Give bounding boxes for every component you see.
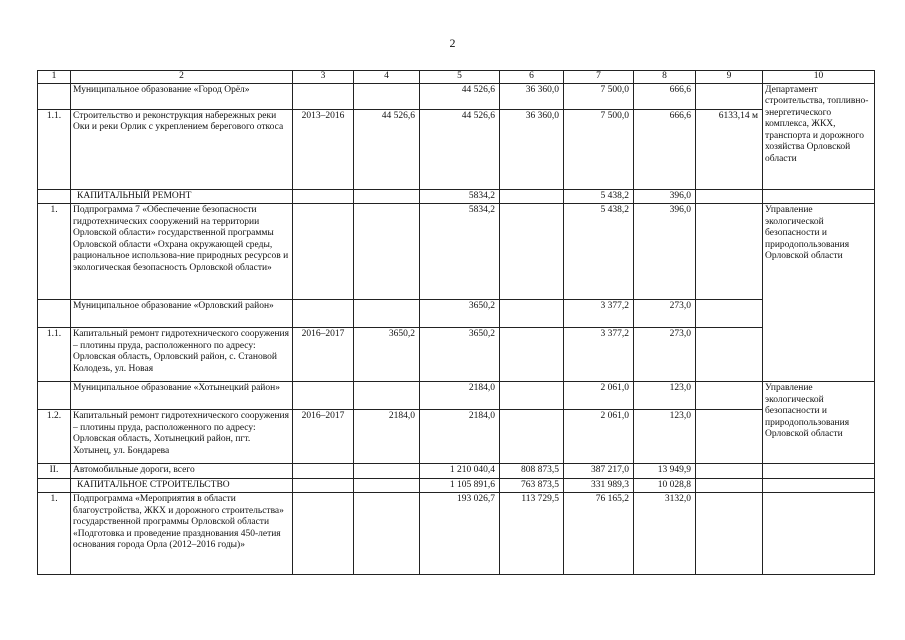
table-row: [38, 382, 875, 410]
table-row: [38, 493, 875, 575]
row-number: 1.1.: [38, 328, 71, 382]
federal-cell: [500, 189, 564, 204]
header-cell: 4: [354, 71, 420, 84]
row-number: [38, 382, 71, 410]
header-cell: 7: [564, 71, 634, 84]
page-number: 2: [449, 36, 456, 50]
municipal-cell: 666,6: [634, 109, 696, 189]
cost-cell: [354, 300, 420, 328]
federal-cell: [500, 204, 564, 300]
table-row: [38, 109, 875, 189]
capacity-cell: [696, 189, 763, 204]
capacity-cell: 6133,14 м: [696, 109, 763, 189]
cost-cell: 2184,0: [354, 410, 420, 464]
table-row: [38, 189, 875, 204]
row-number: 1.2.: [38, 410, 71, 464]
period-cell: 2016–2017: [293, 328, 354, 382]
budget-table: [37, 70, 875, 575]
capacity-cell: [696, 464, 763, 479]
federal-cell: [500, 382, 564, 410]
table-row: [38, 410, 875, 464]
responsible-cell: Департамент строительства, топливно-энергетического комплекса, ЖКХ, транспорта и дорожного хозяйства Орловской области: [763, 83, 875, 189]
federal-cell: 36 360,0: [500, 83, 564, 109]
table-row: [38, 464, 875, 479]
row-number: [38, 83, 71, 109]
federal-cell: 808 873,5: [500, 464, 564, 479]
regional-cell: 387 217,0: [564, 464, 634, 479]
municipal-cell: 123,0: [634, 410, 696, 464]
municipal-cell: 396,0: [634, 189, 696, 204]
total-cell: 3650,2: [420, 328, 500, 382]
period-cell: [293, 189, 354, 204]
row-number: 1.: [38, 204, 71, 300]
cost-cell: [354, 478, 420, 493]
total-cell: 5834,2: [420, 204, 500, 300]
regional-cell: 5 438,2: [564, 204, 634, 300]
federal-cell: 36 360,0: [500, 109, 564, 189]
cost-cell: [354, 382, 420, 410]
cost-cell: [354, 464, 420, 479]
row-number: [38, 478, 71, 493]
federal-cell: [500, 410, 564, 464]
table-row: [38, 300, 875, 328]
responsible-cell: [763, 189, 875, 204]
municipal-cell: 3132,0: [634, 493, 696, 575]
municipal-cell: 273,0: [634, 300, 696, 328]
row-number: 1.: [38, 493, 71, 575]
row-name: Муниципальное образование «Хотынецкий район»: [71, 382, 293, 410]
federal-cell: 113 729,5: [500, 493, 564, 575]
capacity-cell: [696, 493, 763, 575]
responsible-cell: [763, 464, 875, 479]
cost-cell: [354, 493, 420, 575]
regional-cell: 7 500,0: [564, 109, 634, 189]
period-cell: [293, 464, 354, 479]
header-cell: 1: [38, 71, 71, 84]
federal-cell: [500, 328, 564, 382]
federal-cell: [500, 300, 564, 328]
capacity-cell: [696, 328, 763, 382]
capacity-cell: [696, 83, 763, 109]
row-name: Капитальный ремонт гидротехнического сооружения – плотины пруда, расположенного по адресу: Орловская область, Орловский район, с. Становой Колодезь, ул. Новая: [71, 328, 293, 382]
municipal-cell: 123,0: [634, 382, 696, 410]
capacity-cell: [696, 382, 763, 410]
cost-cell: 44 526,6: [354, 109, 420, 189]
table-row: [38, 204, 875, 300]
total-cell: 5834,2: [420, 189, 500, 204]
cost-cell: [354, 189, 420, 204]
regional-cell: 76 165,2: [564, 493, 634, 575]
header-cell: 2: [71, 71, 293, 84]
period-cell: [293, 478, 354, 493]
total-cell: 44 526,6: [420, 109, 500, 189]
row-number: 1.1.: [38, 109, 71, 189]
row-number: [38, 300, 71, 328]
municipal-cell: 666,6: [634, 83, 696, 109]
header-row: [38, 71, 875, 84]
row-name: Муниципальное образование «Город Орёл»: [71, 83, 293, 109]
header-cell: 9: [696, 71, 763, 84]
capacity-cell: [696, 410, 763, 464]
capacity-cell: [696, 300, 763, 328]
row-name: Подпрограмма 7 «Обеспечение безопасности гидротехнических сооружений на территории Орловской области» государственной программы Орловской области «Охрана окружающей среды, рациональное использова-ние природных ресурсов и экологическая безопасность Орловской области»: [71, 204, 293, 300]
capacity-cell: [696, 204, 763, 300]
row-name: Автомобильные дороги, всего: [71, 464, 293, 479]
table-row: [38, 328, 875, 382]
header-cell: 6: [500, 71, 564, 84]
total-cell: 44 526,6: [420, 83, 500, 109]
table-row: [38, 83, 875, 109]
total-cell: 3650,2: [420, 300, 500, 328]
cost-cell: [354, 83, 420, 109]
row-name: Подпрограмма «Мероприятия в области благоустройства, ЖКХ и дорожного строительства» государственной программы Орловской области «Подготовка и проведение празднования 450-летия основания города Орла (2012–2016 годы)»: [71, 493, 293, 575]
period-cell: [293, 204, 354, 300]
responsible-cell: [763, 493, 875, 575]
section-title: КАПИТАЛЬНЫЙ РЕМОНТ: [71, 189, 293, 204]
regional-cell: 7 500,0: [564, 83, 634, 109]
cost-cell: [354, 204, 420, 300]
regional-cell: 5 438,2: [564, 189, 634, 204]
municipal-cell: 10 028,8: [634, 478, 696, 493]
responsible-cell: [763, 478, 875, 493]
header-cell: 8: [634, 71, 696, 84]
period-cell: 2016–2017: [293, 410, 354, 464]
capacity-cell: [696, 478, 763, 493]
period-cell: [293, 382, 354, 410]
regional-cell: 2 061,0: [564, 410, 634, 464]
cost-cell: 3650,2: [354, 328, 420, 382]
period-cell: [293, 493, 354, 575]
total-cell: 1 105 891,6: [420, 478, 500, 493]
header-cell: 3: [293, 71, 354, 84]
total-cell: 193 026,7: [420, 493, 500, 575]
regional-cell: 331 989,3: [564, 478, 634, 493]
period-cell: [293, 83, 354, 109]
row-number: II.: [38, 464, 71, 479]
federal-cell: 763 873,5: [500, 478, 564, 493]
section-title: КАПИТАЛЬНОЕ СТРОИТЕЛЬСТВО: [71, 478, 293, 493]
row-number: [38, 189, 71, 204]
total-cell: 1 210 040,4: [420, 464, 500, 479]
regional-cell: 2 061,0: [564, 382, 634, 410]
period-cell: 2013–2016: [293, 109, 354, 189]
period-cell: [293, 300, 354, 328]
header-cell: 10: [763, 71, 875, 84]
total-cell: 2184,0: [420, 382, 500, 410]
row-name: Муниципальное образование «Орловский район»: [71, 300, 293, 328]
responsible-cell: Управление экологической безопасности и природопользования Орловской области: [763, 204, 875, 382]
municipal-cell: 273,0: [634, 328, 696, 382]
row-name: Капитальный ремонт гидротехнического сооружения – плотины пруда, расположенного по адресу: Орловская область, Хотынецкий район, пгт. Хотынец, ул. Бондарева: [71, 410, 293, 464]
municipal-cell: 396,0: [634, 204, 696, 300]
total-cell: 2184,0: [420, 410, 500, 464]
header-cell: 5: [420, 71, 500, 84]
row-name: Строительство и реконструкция набережных реки Оки и реки Орлик с укреплением берегового откоса: [71, 109, 293, 189]
table-row: [38, 478, 875, 493]
regional-cell: 3 377,2: [564, 328, 634, 382]
regional-cell: 3 377,2: [564, 300, 634, 328]
responsible-cell: Управление экологической безопасности и природопользования Орловской области: [763, 382, 875, 464]
municipal-cell: 13 949,9: [634, 464, 696, 479]
